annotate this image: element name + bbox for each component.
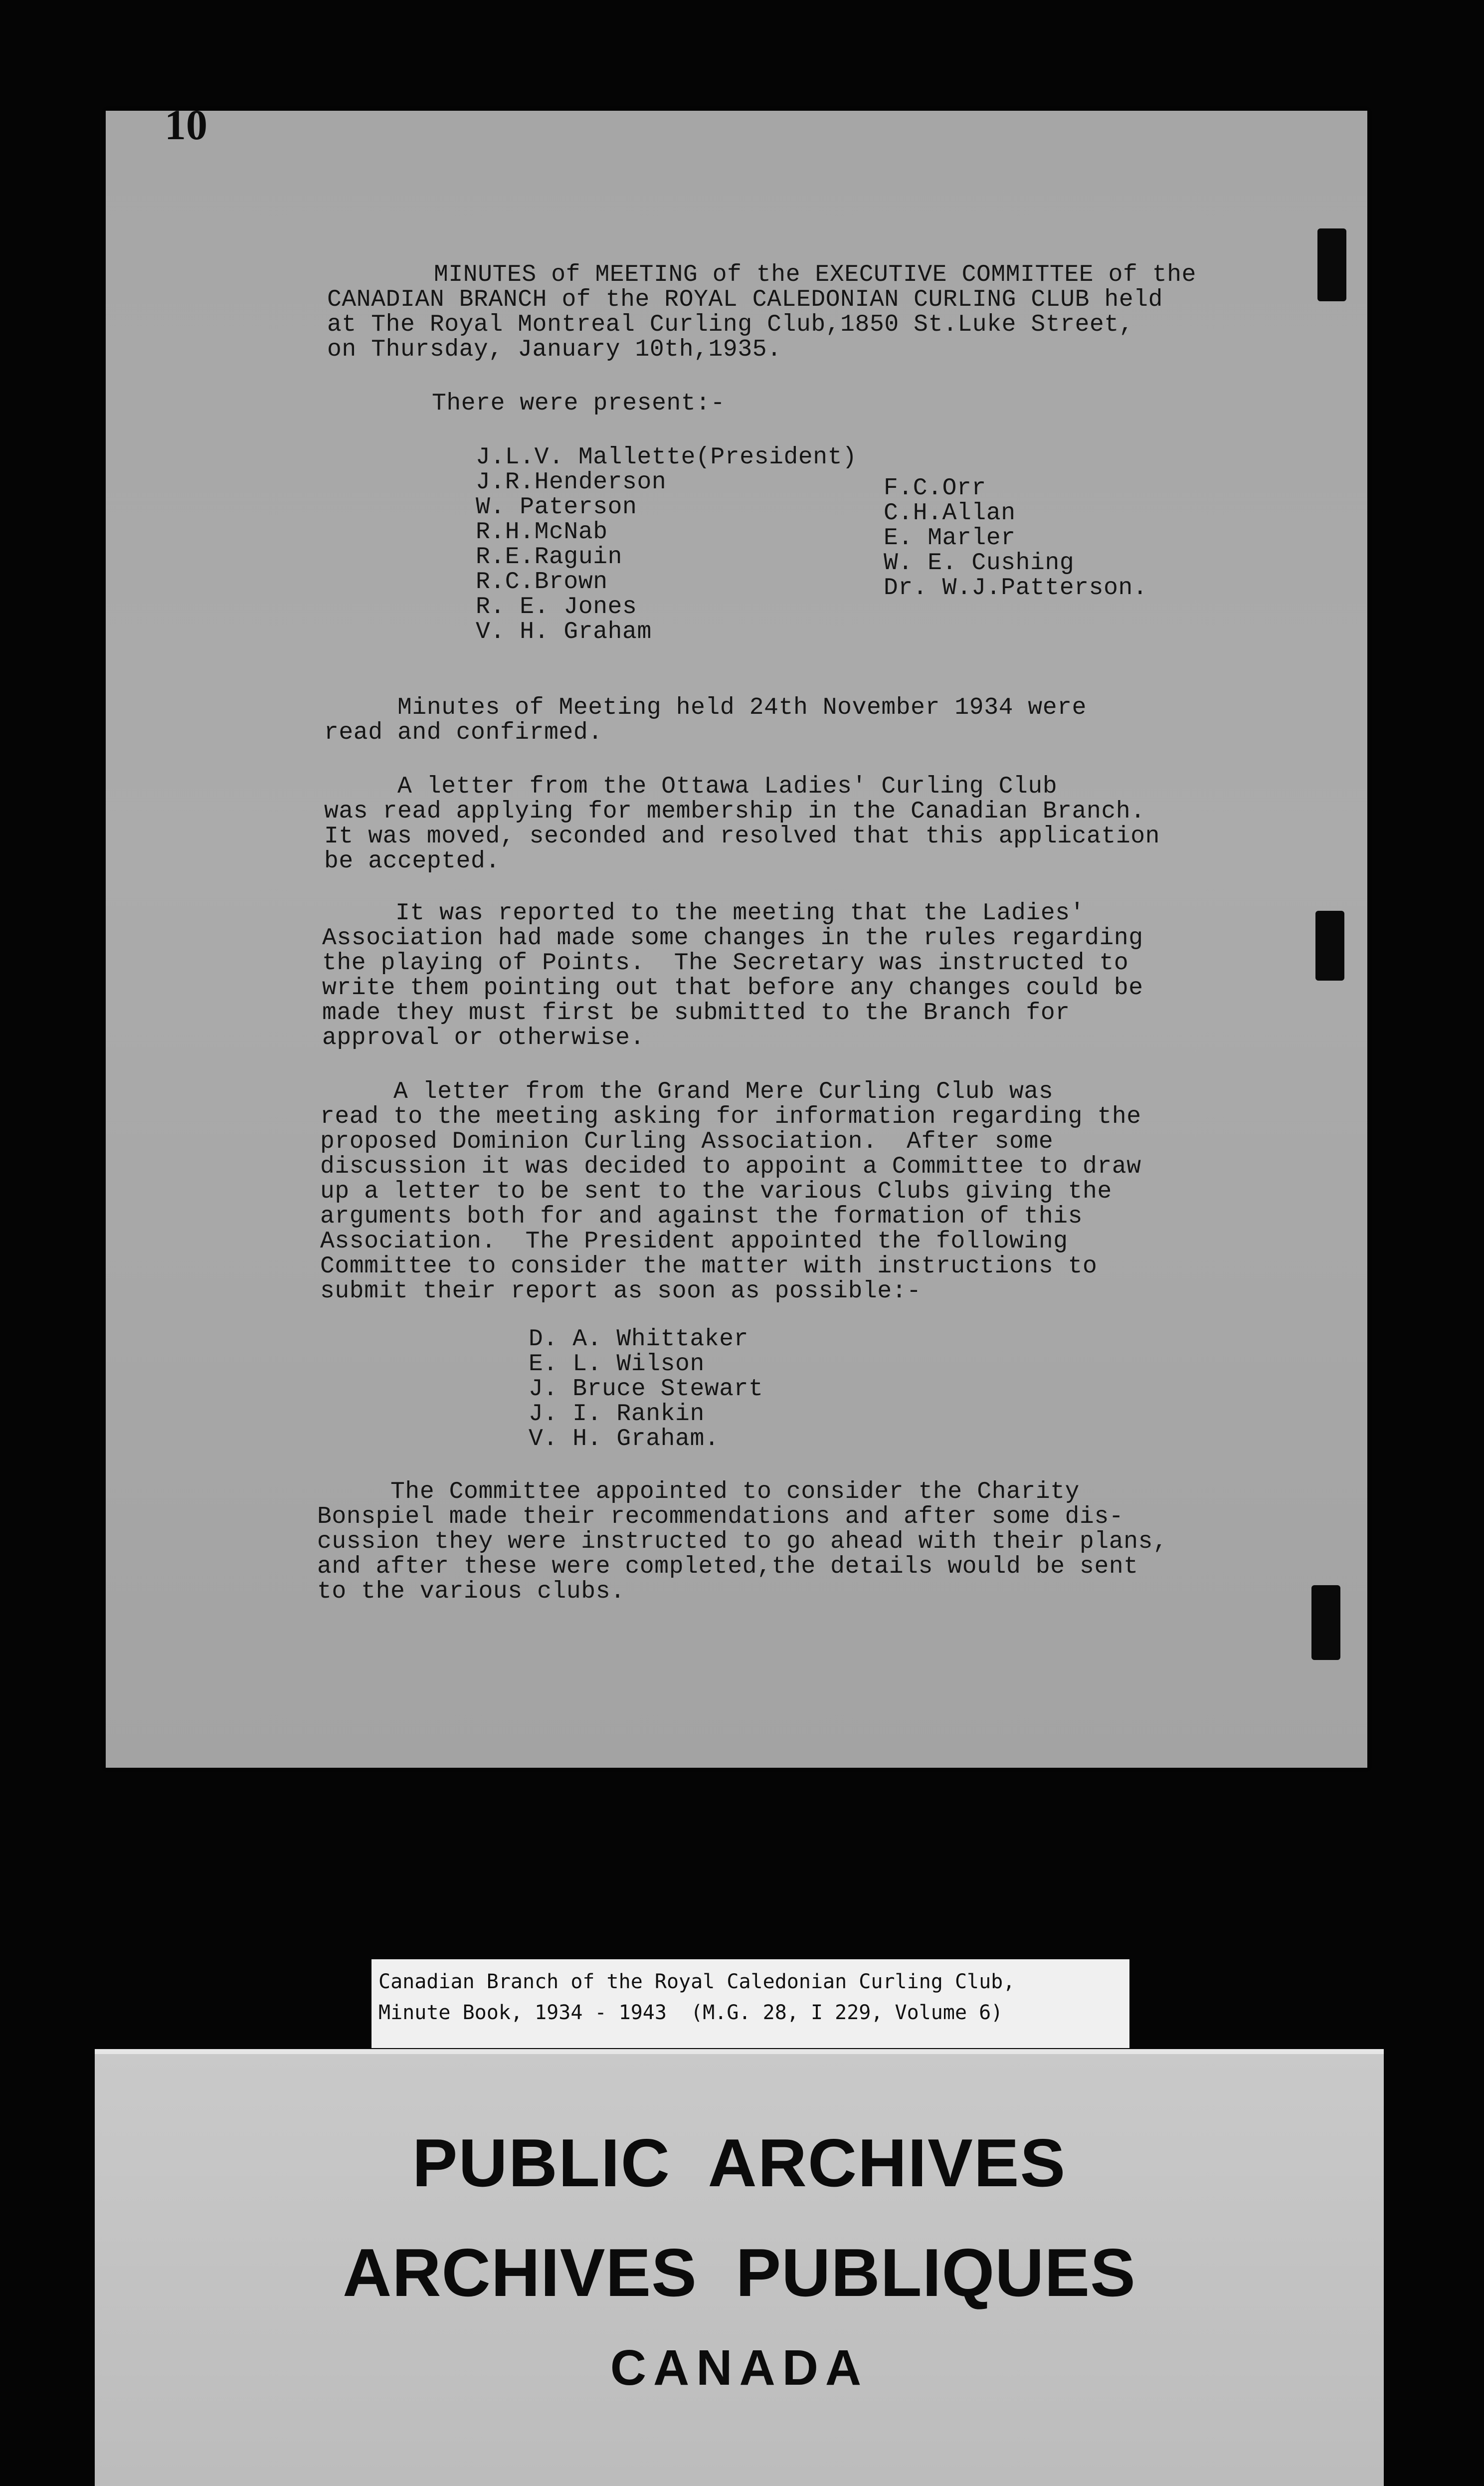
caption-line: Canadian Branch of the Royal Caledonian Curling Club,: [378, 1970, 1015, 1993]
attendee-name: J.L.V. Mallette(President): [476, 444, 857, 471]
paragraph-line: It was reported to the meeting that the Ladies': [322, 900, 1085, 927]
committee-member: J. Bruce Stewart: [529, 1376, 763, 1403]
attendee-name: R. E. Jones: [476, 594, 637, 621]
committee-member: D. A. Whittaker: [529, 1326, 749, 1353]
paragraph-line: and after these were completed,the details would be sent: [317, 1553, 1138, 1580]
paragraph-line: Minutes of Meeting held 24th November 1934 were: [324, 694, 1087, 721]
banner-line-french: ARCHIVES PUBLIQUES: [343, 2235, 1136, 2310]
paragraph-line: cussion they were instructed to go ahead with their plans,: [317, 1528, 1168, 1555]
attendee-name: R.H.McNab: [476, 519, 608, 546]
paragraph-line: Bonspiel made their recommendations and after some dis-: [317, 1503, 1124, 1530]
paragraph-line: made they must first be submitted to the Branch for: [322, 1000, 1070, 1027]
paragraph-line: A letter from the Ottawa Ladies' Curling Club: [324, 773, 1058, 800]
heading-line: CANADIAN BRANCH of the ROYAL CALEDONIAN CURLING CLUB held: [327, 286, 1163, 313]
attendee-name: R.C.Brown: [476, 569, 608, 596]
attendee-name: R.E.Raguin: [476, 544, 623, 571]
attendee-name: W. Paterson: [476, 494, 637, 521]
present-intro: There were present:-: [432, 390, 726, 417]
paragraph-line: write them pointing out that before any changes could be: [322, 975, 1143, 1002]
paragraph-line: arguments both for and against the formation of this: [320, 1203, 1083, 1230]
paragraph-line: proposed Dominion Curling Association. After some: [320, 1128, 1054, 1155]
paragraph-line: to the various clubs.: [317, 1578, 625, 1605]
registration-mark-middle: [1315, 911, 1344, 981]
registration-mark-bottom: [1311, 1585, 1340, 1660]
page-number: 10: [165, 101, 207, 149]
paragraph-line: was read applying for membership in the Canadian Branch.: [324, 798, 1145, 825]
attendee-name: V. H. Graham: [476, 619, 652, 645]
caption-line: Minute Book, 1934 - 1943 (M.G. 28, I 229, Volume 6): [378, 2001, 1003, 2024]
paragraph-line: The Committee appointed to consider the Charity: [317, 1478, 1080, 1505]
paragraph-line: read and confirmed.: [324, 719, 603, 746]
attendee-name: E. Marler: [884, 525, 1016, 552]
paragraph-line: submit their report as soon as possible:-: [320, 1278, 922, 1305]
paragraph-line: be accepted.: [324, 848, 500, 875]
banner-line-country: CANADA: [610, 2340, 869, 2396]
paragraph-line: Association had made some changes in the rules regarding: [322, 925, 1143, 952]
attendee-name: C.H.Allan: [884, 500, 1016, 527]
paragraph-line: It was moved, seconded and resolved that this application: [324, 823, 1160, 850]
banner-line-english: PUBLIC ARCHIVES: [412, 2125, 1067, 2201]
committee-member: E. L. Wilson: [529, 1351, 705, 1378]
paragraph-line: Committee to consider the matter with instructions to: [320, 1253, 1098, 1280]
committee-member: J. I. Rankin: [529, 1401, 705, 1428]
attendee-name: Dr. W.J.Patterson.: [884, 575, 1148, 602]
attendee-name: W. E. Cushing: [884, 550, 1075, 577]
attendee-name: F.C.Orr: [884, 475, 986, 502]
paragraph-line: A letter from the Grand Mere Curling Club was: [320, 1078, 1054, 1105]
paragraph-line: discussion it was decided to appoint a Committee to draw: [320, 1153, 1141, 1180]
paragraph-line: up a letter to be sent to the various Clubs giving the: [320, 1178, 1112, 1205]
paragraph-line: approval or otherwise.: [322, 1025, 645, 1051]
citation-caption: [371, 1959, 1129, 2048]
public-archives-banner: [95, 2049, 1384, 2486]
paragraph-line: the playing of Points. The Secretary was instructed to: [322, 950, 1129, 977]
attendee-name: J.R.Henderson: [476, 469, 667, 496]
committee-member: V. H. Graham.: [529, 1426, 720, 1452]
heading-line: at The Royal Montreal Curling Club,1850 St.Luke Street,: [327, 311, 1134, 338]
paragraph-line: read to the meeting asking for information regarding the: [320, 1103, 1141, 1130]
registration-mark-top: [1317, 228, 1346, 301]
heading-line: on Thursday, January 10th,1935.: [327, 336, 782, 363]
heading-line: MINUTES of MEETING of the EXECUTIVE COMMITTEE of the: [434, 261, 1197, 288]
paragraph-line: Association. The President appointed the following: [320, 1228, 1068, 1255]
